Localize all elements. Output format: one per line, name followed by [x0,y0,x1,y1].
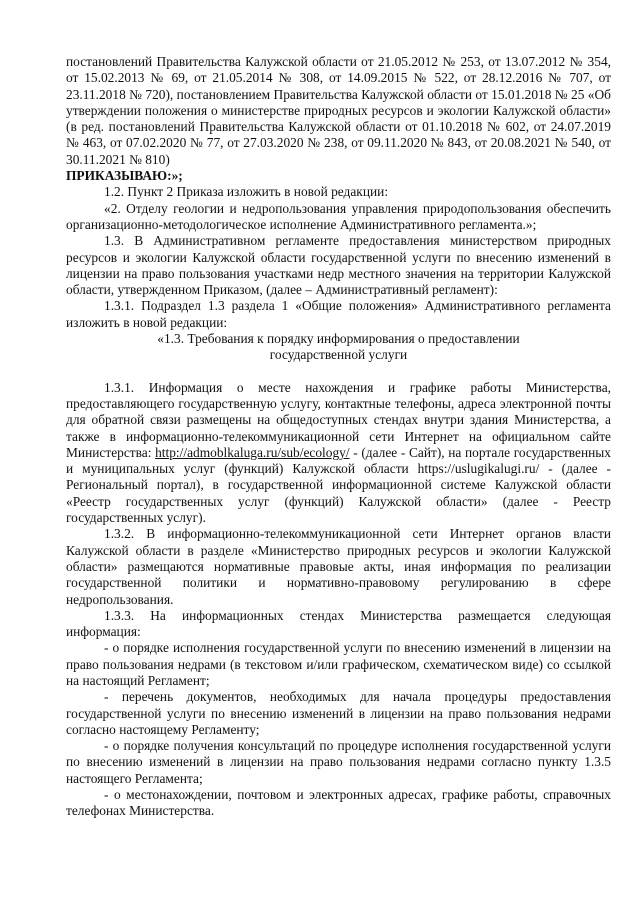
ministry-site-link[interactable]: http://admoblkaluga.ru/sub/ecology/ [155,444,350,460]
paragraph-1-3: 1.3. В Административном регламенте предоставления министерством природных ресурсов и экологии Калужской области государственной услуги по внесению изменений в лицензии на право пользования участками недр местного значения на территории Калужской области, утвержденном Приказом, (далее – Административный регламент): [66,233,611,298]
section-heading-line-2: государственной услуги [269,347,408,363]
paragraph-1-3-1-text-end: - (далее - Сайт), на портале государственных и муниципальных услуг (функций) Калужской области https://uslugikalugi.ru/ - (далее - Региональный портал), в государственной информационной системе Калужской области «Реестр государственных услуг (функций) Калужской области» (далее - Реестр государственных услуг). [66,444,611,526]
section-heading-line-1: «1.3. Требования к порядку информирования о предоставлении [157,331,520,347]
paragraph-1-2: 1.2. Пункт 2 Приказа изложить в новой редакции: [104,184,389,200]
list-item: - о порядке исполнения государственной услуги по внесению изменений в лицензии на право пользования недрами (в текстовом и/или графическом, схематическом виде) со ссылкой на настоящий Регламент; [66,640,611,688]
paragraph-1-3-1: 1.3.1. Подраздел 1.3 раздела 1 «Общие положения» Административного регламента изложить в новой редакции: [66,298,611,330]
paragraph-1-3-3: 1.3.3. На информационных стендах Министерства размещается следующая информация: [66,607,611,640]
paragraph-1-3-1-text-start: 1.3.1. Информация о месте нахождения и графике работы Министерства, предоставляющего государственную услугу, контактные телефоны, адреса электронной почты для обратной связи размещены на общедоступных стендах внутри здания Министерства, а также в информационно-телекоммуникационной сети Интернет на официальном сайте Министерства: [66,379,611,460]
intro-paragraph: постановлений Правительства Калужской области от 21.05.2012 № 253, от 13.07.2012 № 354, от 15.02.2013 № 69, от 21.05.2014 № 308, от 14.09.2015 № 522, от 28.12.2016 № 707, от 23.11.2018 № 720), постановлением Правительства Калужской области от 15.01.2018 № 25 «Об утверждении положения о министерстве природных ресурсов и экологии Калужской области» (в ред. постановлений Правительства Калужской области от 01.10.2018 № 602, от 24.07.2019 № 463, от 07.02.2020 № 77, от 27.03.2020 № 238, от 09.11.2020 № 843, от 20.08.2021 № 540, от 30.11.2021 № 810) [66,54,611,167]
list-item: - о порядке получения консультаций по процедуре исполнения государственной услуги по внесению изменений в лицензии на право пользования недрами согласно пункту 1.3.5 настоящего Регламента; [66,738,611,786]
list-item: - перечень документов, необходимых для начала процедуры предоставления государственной услуги по внесению изменений в лицензии на право пользования недрами согласно настоящему Регламенту; [66,689,611,737]
list-item: - о местонахождении, почтовом и электронных адресах, графике работы, справочных телефонах Министерства. [66,787,611,819]
paragraph-1-3-1-info [66,380,611,527]
order-word: ПРИКАЗЫВАЮ:»; [66,168,183,184]
paragraph-1-2-quote: «2. Отделу геологии и недропользования управления природопользования обеспечить организационно-методологическое исполнение Административного регламента.»; [66,200,611,232]
paragraph-1-3-2: 1.3.2. В информационно-телекоммуникационной сети Интернет органов власти Калужской области в разделе «Министерство природных ресурсов и экологии Калужской области» размещаются нормативные правовые акты, иная информация по реализации государственной политики и нормативно-правовому регулированию в сфере недропользования. [66,526,611,607]
